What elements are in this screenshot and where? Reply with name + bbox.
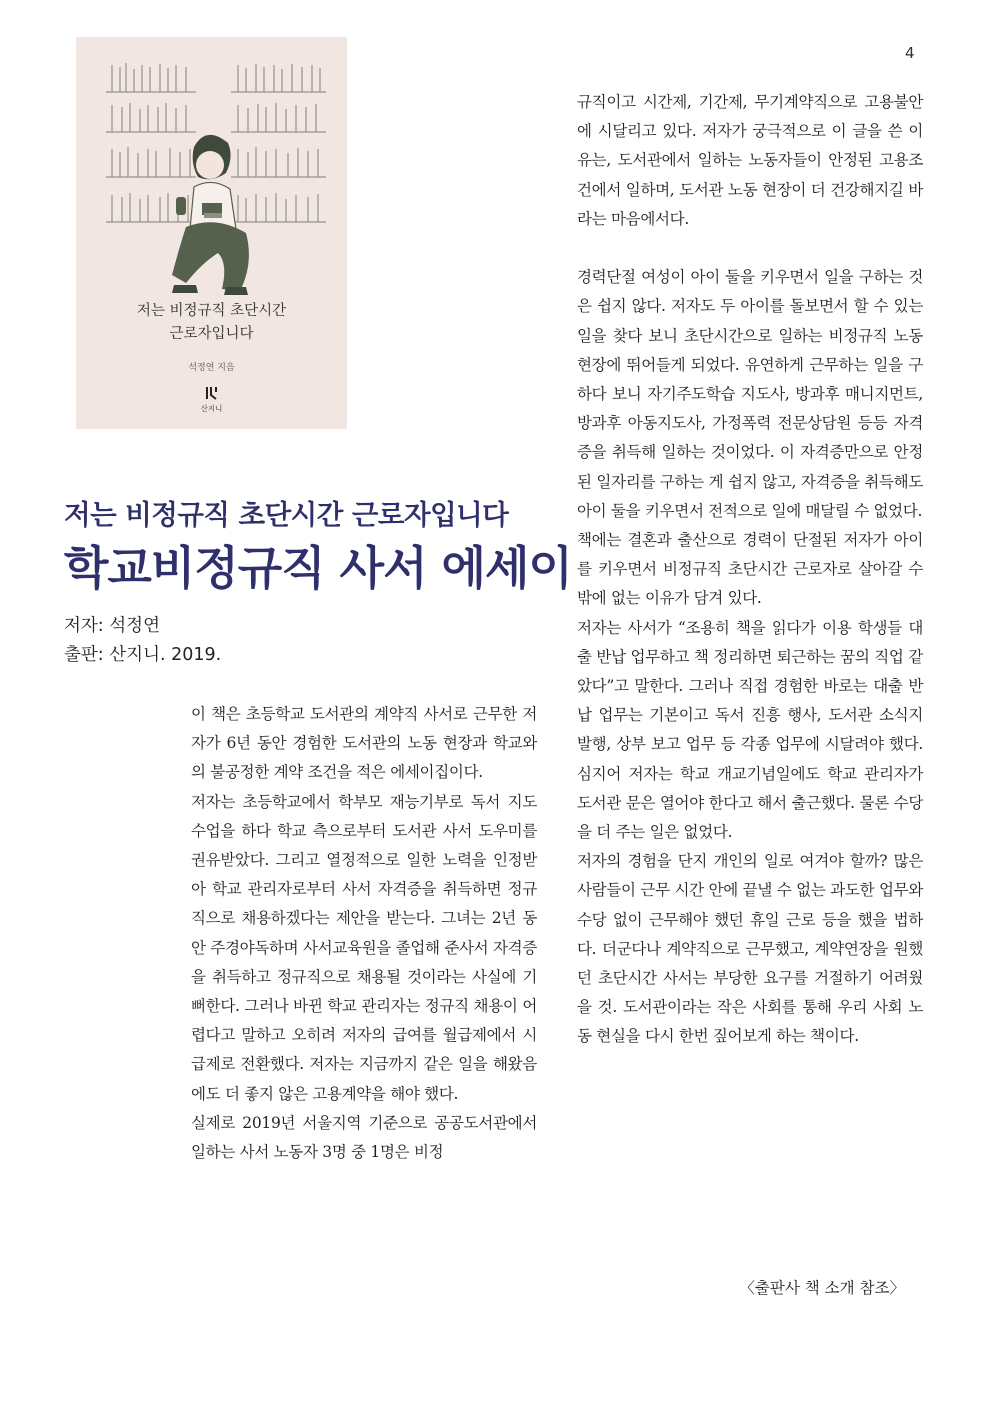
paragraph: 규직이고 시간제, 기간제, 무기계약직으로 고용불안에 시달리고 있다. 저자가 궁극적으로 이 글을 쓴 이유는, 도서관에서 일하는 노동자들이 안정된 고용조건에서 일하며, 도서관 노동 현장이 더 건강해지길 바라는 마음에서다. (577, 93, 923, 228)
headline: 저는 비정규직 초단시간 근로자입니다 (64, 499, 509, 531)
subheadline: 학교비정규직 사서 에세이 (64, 541, 572, 595)
book-publication: 출판: 산지니. 2019. (64, 645, 222, 665)
paragraph: 경력단절 여성이 아이 둘을 키우면서 일을 구하는 것은 쉽지 않다. 저자도 두 아이를 돌보면서 할 수 있는 일을 찾다 보니 초단시간으로 일하는 비정규직 노동 현장에 뛰어들게 되었다. 유연하게 근무하는 일을 구하다 보니 자기주도학습 지도사, 방과후 매니지먼트, 방과후 아동지도사, 가정폭력 전문상담원 등등 자격증을 취득해 일하는 것이었다. 이 자격증만으로 안정된 일자리를 구하는 게 쉽지 않고, 자격증을 취득해도 아이 둘을 키우면서 전적으로 일에 매달릴 수 없었다. (577, 268, 923, 520)
cover-illustration (76, 37, 347, 307)
source-note: 〈출판사 책 소개 참조〉 (739, 1279, 905, 1297)
paragraph: 책에는 결혼과 출산으로 경력이 단절된 저자가 아이를 키우면서 비정규직 초단시간 근로자로 살아갈 수밖에 없는 이유가 담겨 있다. (577, 531, 923, 608)
cover-publisher: 산지니 (200, 404, 223, 413)
book-cover (76, 37, 347, 429)
paragraph: 저자는 사서가 “조용히 책을 읽다가 이용 학생들 대출 반납 업무하고 책 정리하면 퇴근하는 꿈의 직업 같았다”고 말한다. 그러나 직접 경험한 바로는 대출 반납 업무는 기본이고 독서 진흥 행사, 도서관 소식지 발행, 상부 보고 업무 등 각종 업무에 시달려야 했다. 심지어 저자는 학교 개교기념일에도 학교 관리자가 도서관 문은 열어야 한다고 해서 출근했다. 물론 수당을 더 주는 일은 없었다. (577, 618, 923, 842)
woman-figure (172, 135, 249, 295)
paragraph: 이 책은 초등학교 도서관의 계약직 사서로 근무한 저자가 6년 동안 경험한 도서관의 노동 현장과 학교와의 불공정한 계약 조건을 적은 에세이집이다. (191, 705, 537, 782)
book-author: 저자: 석정연 (64, 616, 160, 636)
right-column (577, 88, 923, 1052)
paragraph: 실제로 2019년 서울지역 기준으로 공공도서관에서 일하는 사서 노동자 3명 중 1명은 비정 (191, 1113, 537, 1162)
paragraph: 저자는 초등학교에서 학부모 재능기부로 독서 지도 수업을 하다 학교 측으로부터 도서관 사서 도우미를 권유받았다. 그리고 열정적으로 일한 노력을 인정받아 학교 관리자로부터 사서 자격증을 취득하면 정규직으로 채용하겠다는 제안을 받는다. 그녀는 2년 동안 주경야독하며 사서교육원을 졸업해 준사서 자격증을 취득하고 정규직으로 채용될 것이라는 사실에 기뻐한다. 그러나 바뀐 학교 관리자는 정규직 채용이 어렵다고 말하고 오히려 저자의 급여를 월급제에서 시급제로 전환했다. 저자는 지금까지 같은 일을 해왔음에도 더 좋지 않은 고용계약을 해야 했다. (191, 792, 537, 1103)
page-number: 4 (905, 44, 915, 62)
left-column (191, 700, 537, 1167)
cover-author: 석정연 지음 (188, 363, 235, 373)
publisher-logo-icon (194, 385, 230, 404)
cover-title: 저는 비정규직 초단시간 근로자입니다 (136, 303, 287, 342)
paragraph: 저자의 경험을 단지 개인의 일로 여겨야 할까? 많은 사람들이 근무 시간 안에 끝낼 수 없는 과도한 업무와 수당 없이 근무해야 했던 휴일 근로 등을 했을 법하다. 더군다나 계약직으로 근무했고, 계약연장을 원했던 초단시간 사서는 부당한 요구를 거절하기 어려웠을 것. 도서관이라는 작은 사회를 통해 우리 사회 노동 현실을 다시 한번 짚어보게 하는 책이다. (577, 852, 923, 1046)
